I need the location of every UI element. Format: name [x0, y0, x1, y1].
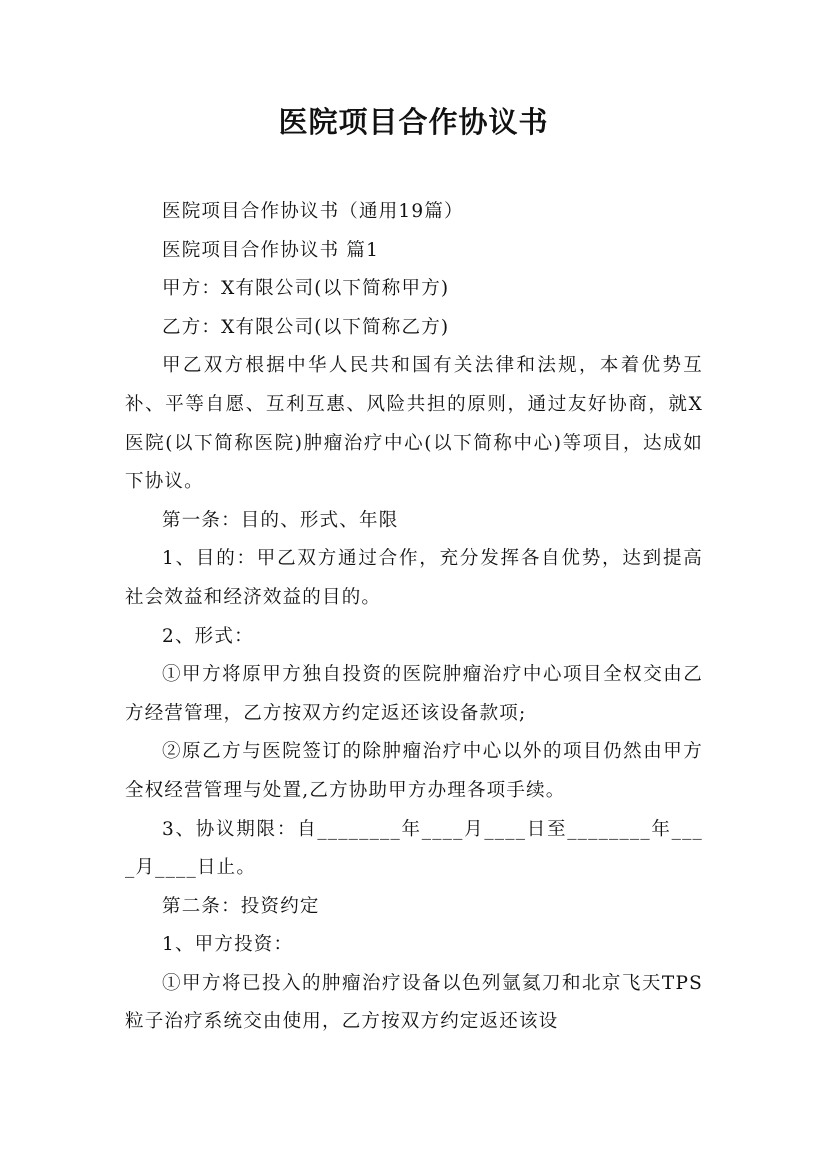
paragraph-form-item-1: ①甲方将原甲方独自投资的医院肿瘤治疗中心项目全权交由乙方经营管理，乙方按双方约定返还该设备款项; — [125, 664, 703, 724]
paragraph-party-b: 乙方：X有限公司(以下简称乙方) — [162, 316, 450, 338]
paragraph-article-2-heading: 第二条：投资约定 — [162, 895, 320, 917]
paragraph-section-heading: 医院项目合作协议书 篇1 — [162, 239, 380, 261]
paragraph-form-heading: 2、形式： — [162, 625, 254, 647]
paragraph-article-1-heading: 第一条：目的、形式、年限 — [162, 509, 399, 531]
paragraph-party-a-investment: 1、甲方投资： — [162, 934, 294, 956]
paragraph-form-item-2: ②原乙方与医院签订的除肿瘤治疗中心以外的项目仍然由甲方全权经营管理与处置,乙方协助甲方办理各项手续。 — [125, 741, 703, 801]
paragraph-investment-item-1: ①甲方将已投入的肿瘤治疗设备以色列氩氦刀和北京飞天TPS粒子治疗系统交由使用，乙方按双方约定返还该设 — [125, 972, 703, 1033]
paragraph-term: 3、协议期限：自________年____月____日至________年____月____日止。 — [125, 818, 703, 879]
document-title: 医院项目合作协议书 — [278, 105, 549, 139]
document-body — [125, 193, 703, 1042]
paragraph-subtitle: 医院项目合作协议书（通用19篇） — [162, 201, 464, 222]
paragraph-preamble: 甲乙双方根据中华人民共和国有关法律和法规，本着优势互补、平等自愿、互利互惠、风险共担的原则，通过友好协商，就X医院(以下简称医院)肿瘤治疗中心(以下简称中心)等项目，达成如下协议。 — [125, 355, 703, 493]
paragraph-party-a: 甲方：X有限公司(以下简称甲方) — [162, 278, 450, 300]
paragraph-purpose: 1、目的：甲乙双方通过合作，充分发挥各自优势，达到提高社会效益和经济效益的目的。 — [125, 548, 703, 608]
